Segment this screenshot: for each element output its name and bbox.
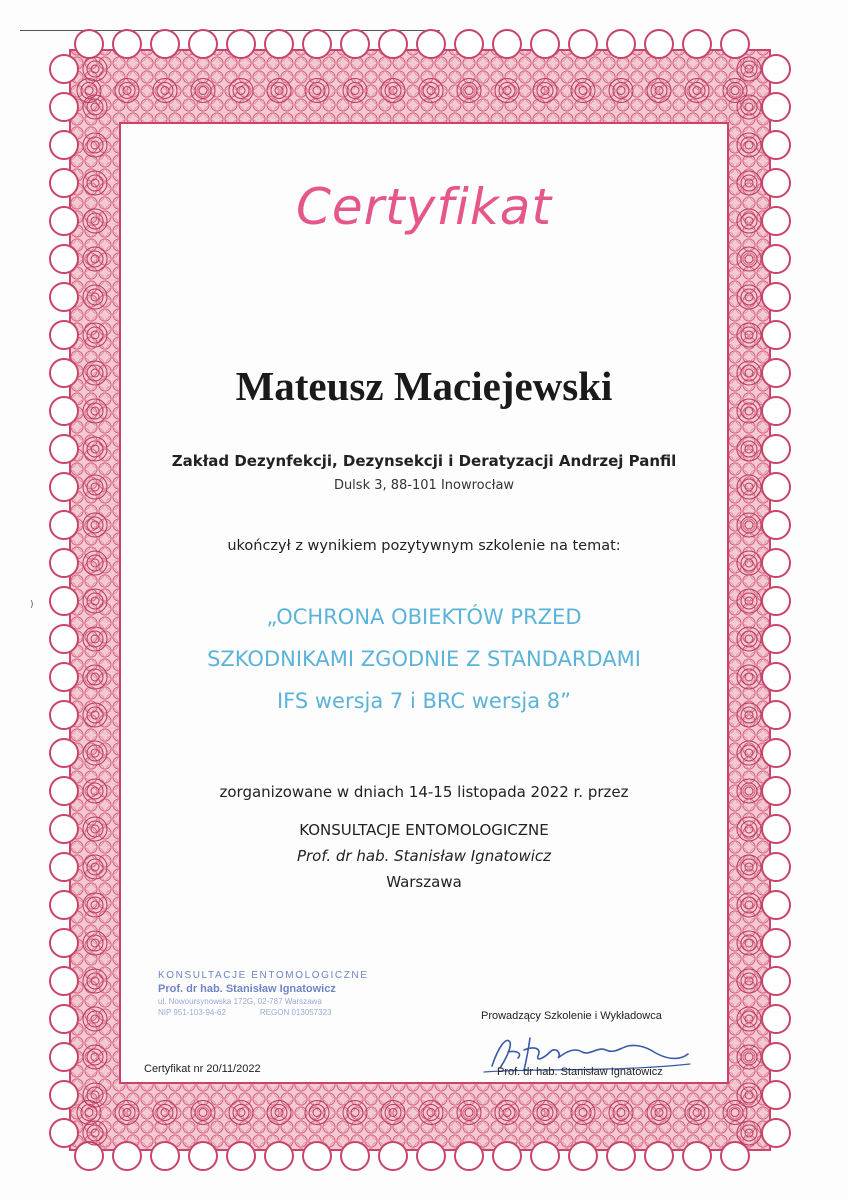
border-scallop — [762, 1005, 790, 1033]
border-scallop — [569, 1142, 597, 1170]
border-scallop — [645, 30, 673, 58]
stamp-line-4 — [158, 1008, 378, 1017]
border-scallop — [50, 1119, 78, 1147]
border-scallop — [721, 1142, 749, 1170]
border-scallop — [379, 1142, 407, 1170]
border-scallop — [762, 283, 790, 311]
border-scallop — [50, 1043, 78, 1071]
border-scallop — [607, 1142, 635, 1170]
recipient-name: Mateusz Maciejewski — [235, 363, 613, 409]
border-scallop — [417, 1142, 445, 1170]
border-scallop — [50, 283, 78, 311]
border-scallop — [762, 245, 790, 273]
border-scallop — [151, 30, 179, 58]
organizer-name: KONSULTACJE ENTOMOLOGICZNE — [299, 821, 549, 839]
border-scallop — [341, 1142, 369, 1170]
stamp-nip: NIP 951-103-94-62 — [158, 1008, 226, 1017]
border-scallop — [762, 739, 790, 767]
border-scallop — [762, 1081, 790, 1109]
border-scallop — [493, 1142, 521, 1170]
certificate-number: Certyfikat nr 20/11/2022 — [144, 1063, 261, 1075]
border-scallop — [762, 93, 790, 121]
border-scallop — [531, 30, 559, 58]
border-scallop — [762, 131, 790, 159]
border-scallop — [113, 1142, 141, 1170]
border-scallop — [303, 1142, 331, 1170]
border-scallop — [721, 30, 749, 58]
border-scallop — [762, 511, 790, 539]
border-scallop — [762, 967, 790, 995]
border-scallop — [50, 967, 78, 995]
border-scallop — [683, 30, 711, 58]
border-scallop — [50, 131, 78, 159]
border-scallop — [607, 30, 635, 58]
stamp-regon: REGON 013057323 — [259, 1008, 332, 1017]
border-scallop — [50, 739, 78, 767]
course-title-line-2: SZKODNIKAMI ZGODNIE Z STANDARDAMI — [207, 647, 641, 671]
border-scallop — [50, 1081, 78, 1109]
border-scallop — [50, 511, 78, 539]
border-scallop — [50, 55, 78, 83]
stamp-line-1: KONSULTACJE ENTOMOLOGICZNE — [158, 970, 369, 981]
certificate-title: Certyfikat — [295, 178, 553, 236]
course-title-line-3: IFS wersja 7 i BRC wersja 8” — [276, 689, 572, 713]
border-scallop — [683, 1142, 711, 1170]
border-scallop — [762, 1119, 790, 1147]
border-scallop — [493, 30, 521, 58]
scan-mark: ) — [30, 600, 34, 610]
border-scallop — [151, 1142, 179, 1170]
border-scallop — [762, 1043, 790, 1071]
lecturer-role: Prowadzący Szkolenie i Wykładowca — [481, 1010, 662, 1022]
border-scallop — [455, 1142, 483, 1170]
border-scallop — [265, 30, 293, 58]
organizer-professor: Prof. dr hab. Stanisław Ignatowicz — [296, 847, 552, 865]
border-scallop — [417, 30, 445, 58]
company-name: Zakład Dezynfekcji, Dezynsekcji i Deratyzacji Andrzej Panfil — [171, 452, 677, 470]
border-scallop — [189, 1142, 217, 1170]
border-scallop — [645, 1142, 673, 1170]
stamp-line-2: Prof. dr hab. Stanisław Ignatowicz — [158, 983, 336, 995]
border-scallop — [762, 929, 790, 957]
border-scallop — [341, 30, 369, 58]
border-scallop — [265, 1142, 293, 1170]
border-scallop — [379, 30, 407, 58]
completion-text: ukończył z wynikiem pozytywnym szkolenie na temat: — [227, 538, 621, 554]
border-scallop — [531, 1142, 559, 1170]
border-scallop — [227, 30, 255, 58]
border-scallop — [50, 245, 78, 273]
border-scallop — [762, 55, 790, 83]
border-scallop — [189, 30, 217, 58]
border-scallop — [303, 30, 331, 58]
border-scallop — [762, 321, 790, 349]
border-scallop — [227, 1142, 255, 1170]
border-scallop — [762, 891, 790, 919]
organizer-city: Warszawa — [386, 873, 462, 891]
border-scallop — [75, 1142, 103, 1170]
border-scallop — [50, 1005, 78, 1033]
organized-dates-text: zorganizowane w dniach 14-15 listopada 2022 r. przez — [219, 783, 629, 801]
border-scallop — [455, 30, 483, 58]
border-scallop — [50, 891, 78, 919]
lecturer-name: Prof. dr hab. Stanisław Ignatowicz — [497, 1066, 663, 1078]
border-scallop — [569, 30, 597, 58]
border-scallop — [50, 929, 78, 957]
border-scallop — [50, 321, 78, 349]
border-scallop — [50, 93, 78, 121]
organizer-stamp — [158, 970, 378, 1017]
course-title-line-1: „OCHRONA OBIEKTÓW PRZED — [266, 605, 582, 629]
border-scallop — [75, 30, 103, 58]
border-scallop — [113, 30, 141, 58]
stamp-line-3: ul. Nowoursynowska 172G, 02-787 Warszawa — [158, 997, 322, 1006]
company-address: Dulsk 3, 88-101 Inowrocław — [333, 478, 515, 493]
